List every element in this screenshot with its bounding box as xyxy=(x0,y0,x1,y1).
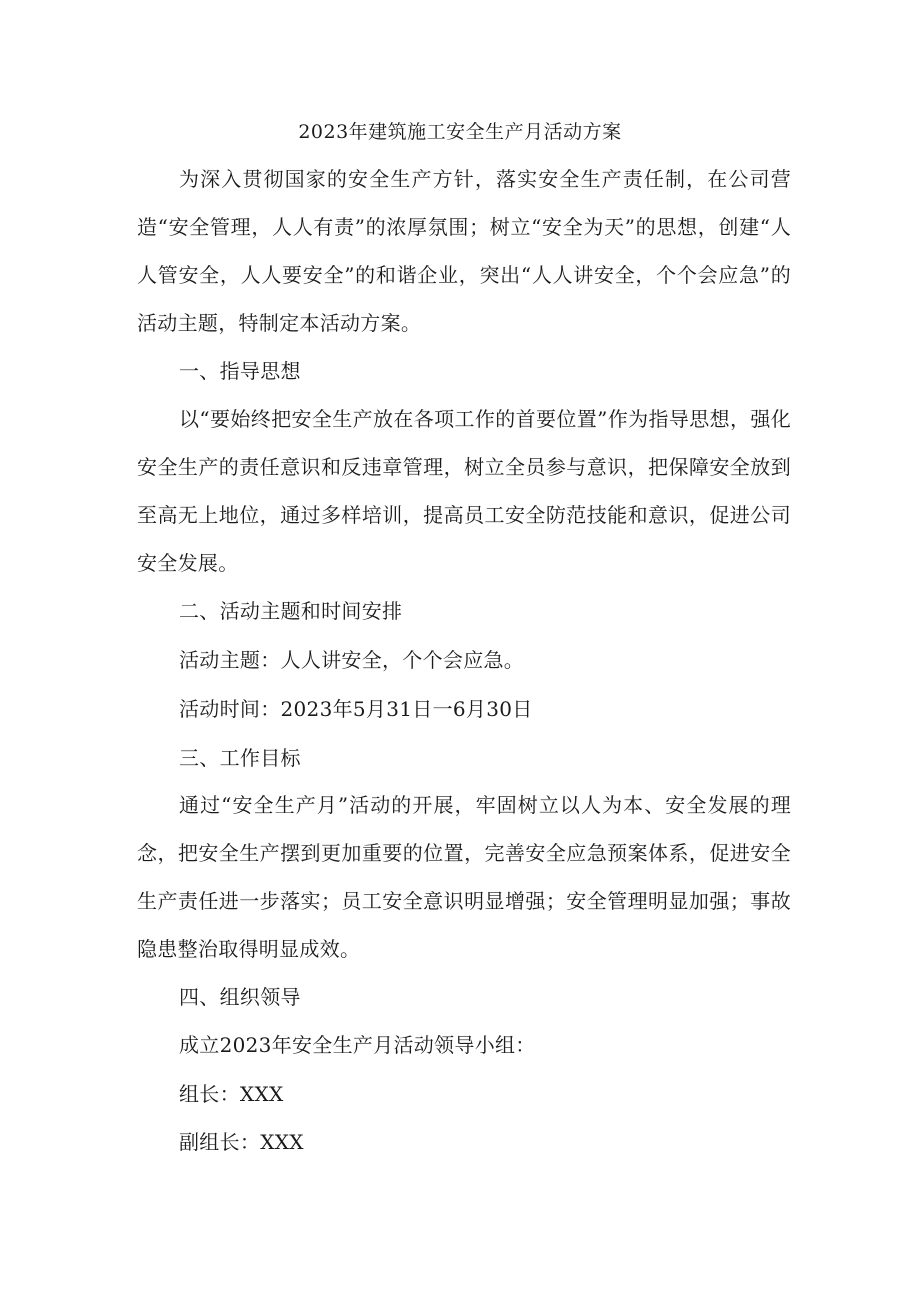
activity-theme: 活动主题：人人讲安全，个个会应急。 xyxy=(179,648,525,672)
section-1-body: 以“要始终把安全生产放在各项工作的首要位置”作为指导思想，强化安全生产的责任意识和反违章管理，树立全员参与意识，把保障安全放到至高无上地位，通过多样培训，提高员工安全防范技能和意识，促进公司安全发展。 xyxy=(137,407,791,575)
deputy-group-leader: 副组长：XXX xyxy=(179,1130,304,1154)
leadership-group-intro: 成立2023年安全生产月活动领导小组： xyxy=(179,1033,536,1057)
section-3-heading: 三、工作目标 xyxy=(179,746,301,770)
intro-paragraph: 为深入贯彻国家的安全生产方针，落实安全生产责任制，在公司营造“安全管理，人人有责”的浓厚氛围；树立“安全为天”的思想，创建“人人管安全，人人要安全”的和谐企业，突出“人人讲安全，个个会应急”的活动主题，特制定本活动方案。 xyxy=(137,167,791,335)
section-4-heading: 四、组织领导 xyxy=(179,985,301,1009)
activity-time: 活动时间：2023年5月31日一6月30日 xyxy=(179,697,533,721)
section-2-heading: 二、活动主题和时间安排 xyxy=(179,599,403,623)
section-1-heading: 一、指导思想 xyxy=(179,359,301,383)
group-leader: 组长：XXX xyxy=(179,1082,284,1106)
section-3-body: 通过“安全生产月”活动的开展，牢固树立以人为本、安全发展的理念，把安全生产摆到更加重要的位置，完善安全应急预案体系，促进安全生产责任进一步落实；员工安全意识明显增强；安全管理明显加强；事故隐患整治取得明显成效。 xyxy=(137,793,791,961)
document-title: 2023年建筑施工安全生产月活动方案 xyxy=(298,121,622,143)
